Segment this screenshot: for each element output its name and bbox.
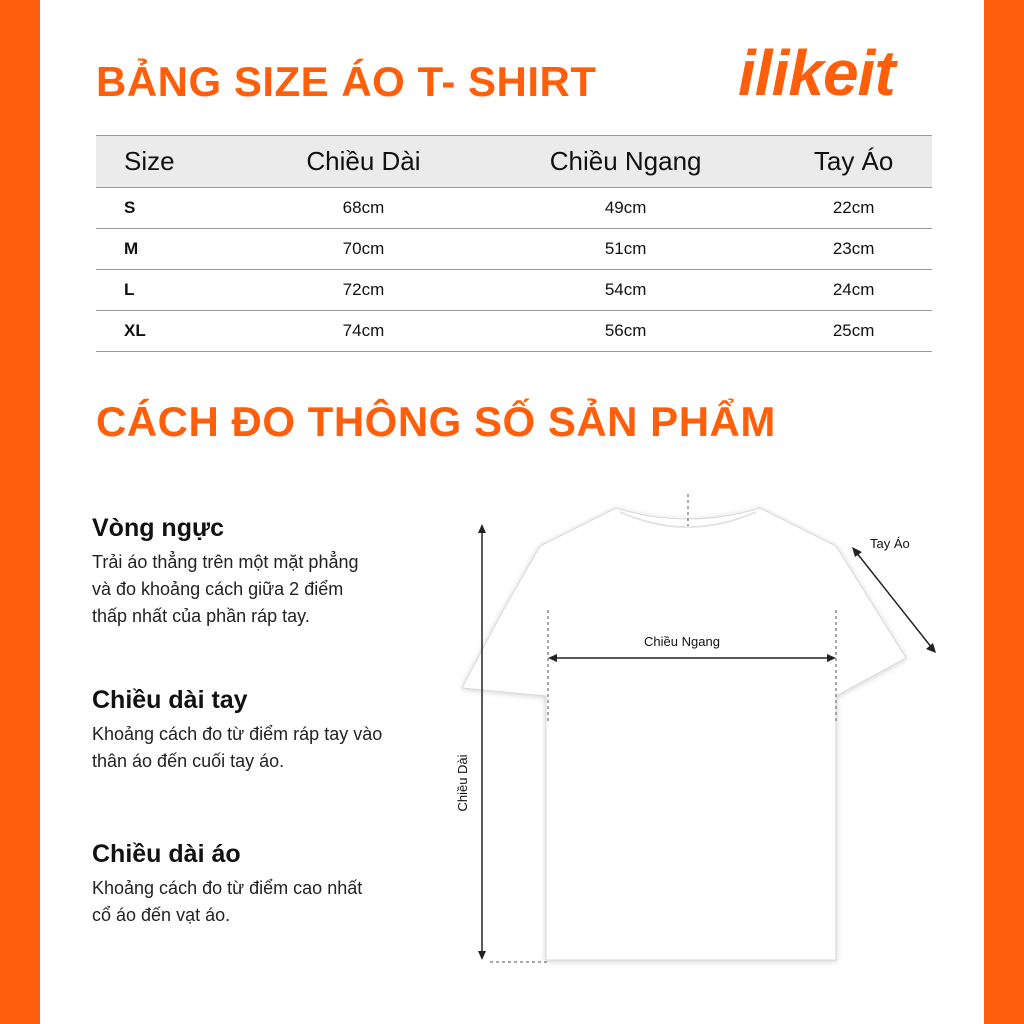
table-row [96,311,932,352]
sleeve-cell: 24cm [775,270,932,311]
sleeve-length-heading: Chiều dài tay [92,686,248,714]
chest-section [92,514,452,630]
sleeve-length-section [92,686,452,775]
chest-heading: Vòng ngực [92,514,224,542]
length-label: Chiều Dài [455,754,470,812]
description-line: Khoảng cách đo từ điểm cao nhất [92,878,363,898]
size-cell: L [96,270,251,311]
width-cell: 51cm [476,229,775,270]
length-cell: 68cm [251,188,476,229]
shirt-length-heading: Chiều dài áo [92,840,241,868]
chest-description [92,549,452,630]
column-header-sleeve: Tay Áo [775,136,932,188]
width-label: Chiều Ngang [644,634,720,649]
description-line: Trải áo thẳng trên một mặt phẳng [92,552,359,572]
table-row [96,270,932,311]
width-cell: 56cm [476,311,775,352]
size-cell: S [96,188,251,229]
length-arrow [478,524,486,960]
size-cell: XL [96,311,251,352]
width-cell: 49cm [476,188,775,229]
tshirt-illustration [462,508,906,960]
measure-guide-title: CÁCH ĐO THÔNG SỐ SẢN PHẨM [96,398,776,445]
length-cell: 70cm [251,229,476,270]
shirt-length-description [92,875,452,929]
tshirt-measurement-diagram [440,480,960,980]
description-line: thân áo đến cuối tay áo. [92,751,285,771]
length-cell: 72cm [251,270,476,311]
size-table [96,135,932,352]
description-line: và đo khoảng cách giữa 2 điểm [92,579,344,599]
description-line: thấp nhất của phần ráp tay. [92,606,310,626]
column-header-width: Chiều Ngang [476,136,775,188]
description-line: Khoảng cách đo từ điểm ráp tay vào [92,724,383,744]
size-cell: M [96,229,251,270]
sleeve-label: Tay Áo [870,536,910,551]
column-header-size: Size [96,136,251,188]
table-row [96,188,932,229]
brand-logo: ilikeit [738,37,895,109]
column-header-length: Chiều Dài [251,136,476,188]
size-chart-title: BẢNG SIZE ÁO T- SHIRT [96,58,597,105]
sleeve-cell: 23cm [775,229,932,270]
sleeve-length-description [92,721,452,775]
shirt-length-section [92,840,452,929]
table-header-row [96,136,932,188]
width-cell: 54cm [476,270,775,311]
sleeve-cell: 22cm [775,188,932,229]
description-line: cổ áo đến vạt áo. [92,905,231,925]
table-row [96,229,932,270]
length-cell: 74cm [251,311,476,352]
sleeve-cell: 25cm [775,311,932,352]
